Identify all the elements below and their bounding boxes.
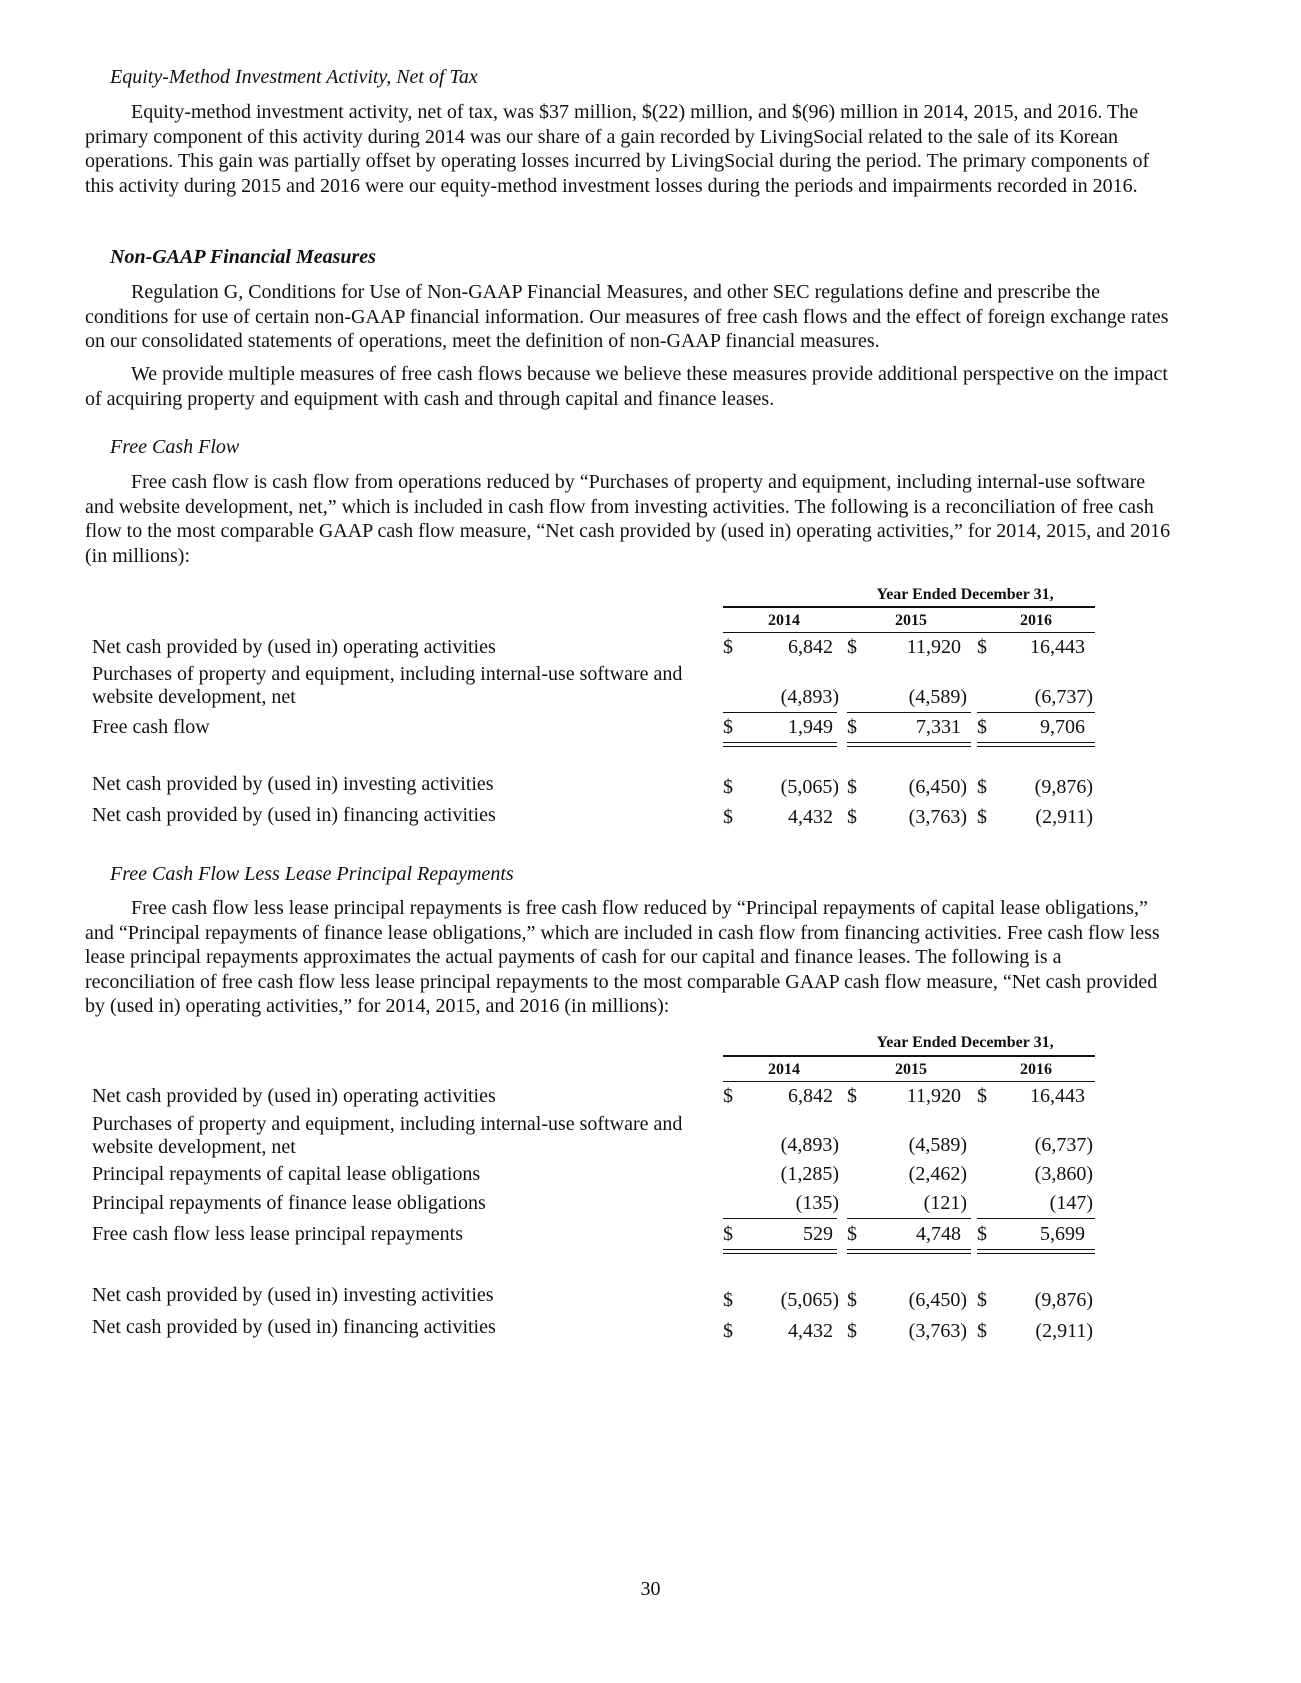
total-double-rule <box>723 1249 837 1254</box>
year-header-2016: 2016 <box>977 606 1095 630</box>
subtotal-rule <box>977 712 1095 713</box>
dollar-sign: $ <box>723 716 733 738</box>
value-cell: (2,911) <box>1035 1320 1093 1342</box>
dollar-sign: $ <box>723 1289 733 1311</box>
table-caption: Year Ended December 31, <box>876 586 1054 603</box>
subtotal-rule <box>847 1218 971 1219</box>
value-cell: (2,911) <box>1035 806 1093 828</box>
dollar-sign: $ <box>847 1289 857 1311</box>
dollar-sign: $ <box>977 806 987 828</box>
year-header-2015: 2015 <box>845 1055 977 1079</box>
value-cell: (3,860) <box>1034 1163 1093 1185</box>
dollar-sign: $ <box>977 776 987 798</box>
row-label: Net cash provided by (used in) investing activities <box>92 1284 494 1306</box>
year-header-2014: 2014 <box>723 606 845 630</box>
dollar-sign: $ <box>847 1223 857 1245</box>
dollar-sign: $ <box>723 636 733 658</box>
dollar-sign: $ <box>847 1085 857 1107</box>
row-label: Purchases of property and equipment, including internal-use software and website development, net <box>92 663 683 708</box>
value-cell: 4,432 <box>788 806 833 828</box>
value-cell: 4,748 <box>916 1223 961 1245</box>
dollar-sign: $ <box>723 806 733 828</box>
value-cell: (2,462) <box>908 1163 967 1185</box>
dollar-sign: $ <box>847 716 857 738</box>
value-cell: (4,893) <box>780 1134 839 1156</box>
value-cell: 1,949 <box>788 716 833 738</box>
total-double-rule <box>977 742 1095 747</box>
table-caption: Year Ended December 31, <box>876 1034 1054 1051</box>
fcf-lease-heading: Free Cash Flow Less Lease Principal Repayments <box>110 863 514 885</box>
value-cell: (5,065) <box>780 1289 839 1311</box>
dollar-sign: $ <box>723 1085 733 1107</box>
dollar-sign: $ <box>847 1320 857 1342</box>
row-label: Net cash provided by (used in) operating activities <box>92 1085 496 1107</box>
value-cell: (1,285) <box>780 1163 839 1185</box>
value-cell: (5,065) <box>780 776 839 798</box>
value-cell: (121) <box>923 1192 967 1214</box>
page-number: 30 <box>640 1578 661 1600</box>
value-cell: (6,450) <box>908 1289 967 1311</box>
dollar-sign: $ <box>977 716 987 738</box>
dollar-sign: $ <box>977 1320 987 1342</box>
total-double-rule <box>847 1249 971 1254</box>
non-gaap-heading: Non-GAAP Financial Measures <box>110 246 376 268</box>
value-cell: 529 <box>803 1223 833 1245</box>
dollar-sign: $ <box>723 776 733 798</box>
dollar-sign: $ <box>847 776 857 798</box>
value-cell: (135) <box>795 1192 839 1214</box>
value-cell: 5,699 <box>1040 1223 1085 1245</box>
value-cell: 11,920 <box>906 636 961 658</box>
free-cash-flow-heading: Free Cash Flow <box>110 436 240 458</box>
equity-method-paragraph: Equity-method investment activity, net of tax, was $37 million, $(22) million, and $(96) million in 2014, 2015, and 2016. The primary component of this activity during 2014 was our share of a gain recorded by LivingSocial related to the sale of its Korean operations. This gain was partially offset by operating losses incurred by LivingSocial during the period. The primary components of this activity during 2015 and 2016 were our equity-method investment losses during the periods and impairments recorded in 2016. <box>85 101 1150 197</box>
year-header-2016: 2016 <box>977 1055 1095 1079</box>
total-double-rule <box>847 742 971 747</box>
value-cell: (9,876) <box>1034 776 1093 798</box>
value-cell: (4,589) <box>908 1134 967 1156</box>
value-cell: (6,450) <box>908 776 967 798</box>
value-cell: 6,842 <box>788 636 833 658</box>
dollar-sign: $ <box>847 636 857 658</box>
total-double-rule <box>977 1249 1095 1254</box>
row-label: Principal repayments of finance lease obligations <box>92 1192 486 1214</box>
fcf-lease-paragraph: Free cash flow less lease principal repayments is free cash flow reduced by “Principal repayments of capital lease obligations,” and “Principal repayments of finance lease obligations,” which are included in cash flow from financing activities. Free cash flow less lease principal repayments approximates the actual payments of cash for our capital and finance leases. The following is a reconciliation of free cash flow less lease principal repayments to the most comparable GAAP cash flow measure, “Net cash provided by (used in) operating activities,” for 2014, 2015, and 2016 (in millions): <box>85 897 1160 1017</box>
value-cell: 7,331 <box>916 716 961 738</box>
value-cell: 16,443 <box>1030 1085 1085 1107</box>
value-cell: (9,876) <box>1034 1289 1093 1311</box>
row-label: Net cash provided by (used in) financing activities <box>92 804 496 826</box>
equity-method-heading: Equity-Method Investment Activity, Net of Tax <box>110 66 478 88</box>
non-gaap-paragraph-2: We provide multiple measures of free cash flows because we believe these measures provide additional perspective on the impact of acquiring property and equipment with cash and through capital and finance leases. <box>85 363 1168 410</box>
dollar-sign: $ <box>723 1320 733 1342</box>
dollar-sign: $ <box>977 636 987 658</box>
subtotal-rule <box>847 712 971 713</box>
value-cell: (147) <box>1049 1192 1093 1214</box>
value-cell: (6,737) <box>1034 1134 1093 1156</box>
subtotal-rule <box>977 1218 1095 1219</box>
row-label: Net cash provided by (used in) investing activities <box>92 773 494 795</box>
header-rule <box>723 632 1095 633</box>
row-label: Purchases of property and equipment, including internal-use software and website development, net <box>92 1113 683 1158</box>
dollar-sign: $ <box>723 1223 733 1245</box>
subtotal-rule <box>723 1218 837 1219</box>
value-cell: (4,589) <box>908 686 967 708</box>
dollar-sign: $ <box>977 1223 987 1245</box>
year-header-2014: 2014 <box>723 1055 845 1079</box>
subtotal-rule <box>723 712 837 713</box>
value-cell: (3,763) <box>908 1320 967 1342</box>
row-label: Net cash provided by (used in) operating activities <box>92 636 496 658</box>
row-label: Free cash flow <box>92 716 210 738</box>
value-cell: (6,737) <box>1034 686 1093 708</box>
dollar-sign: $ <box>977 1289 987 1311</box>
non-gaap-paragraph-1: Regulation G, Conditions for Use of Non-GAAP Financial Measures, and other SEC regulations define and prescribe the conditions for use of certain non-GAAP financial information. Our measures of free cash flows and the effect of foreign exchange rates on our consolidated statements of operations, meet the definition of non-GAAP financial measures. <box>85 281 1169 352</box>
dollar-sign: $ <box>977 1085 987 1107</box>
year-header-2015: 2015 <box>845 606 977 630</box>
value-cell: (3,763) <box>908 806 967 828</box>
value-cell: 11,920 <box>906 1085 961 1107</box>
free-cash-flow-paragraph: Free cash flow is cash flow from operations reduced by “Purchases of property and equipment, including internal-use software and website development, net,” which is included in cash flow from investing activities. The following is a reconciliation of free cash flow to the most comparable GAAP cash flow measure, “Net cash provided by (used in) operating activities,” for 2014, 2015, and 2016 (in millions): <box>85 471 1171 567</box>
total-double-rule <box>723 742 837 747</box>
row-label: Free cash flow less lease principal repayments <box>92 1223 463 1245</box>
value-cell: 6,842 <box>788 1085 833 1107</box>
header-rule <box>723 1081 1095 1082</box>
value-cell: 4,432 <box>788 1320 833 1342</box>
value-cell: 16,443 <box>1030 636 1085 658</box>
row-label: Net cash provided by (used in) financing activities <box>92 1316 496 1338</box>
row-label: Principal repayments of capital lease obligations <box>92 1163 481 1185</box>
value-cell: (4,893) <box>780 686 839 708</box>
value-cell: 9,706 <box>1040 716 1085 738</box>
dollar-sign: $ <box>847 806 857 828</box>
